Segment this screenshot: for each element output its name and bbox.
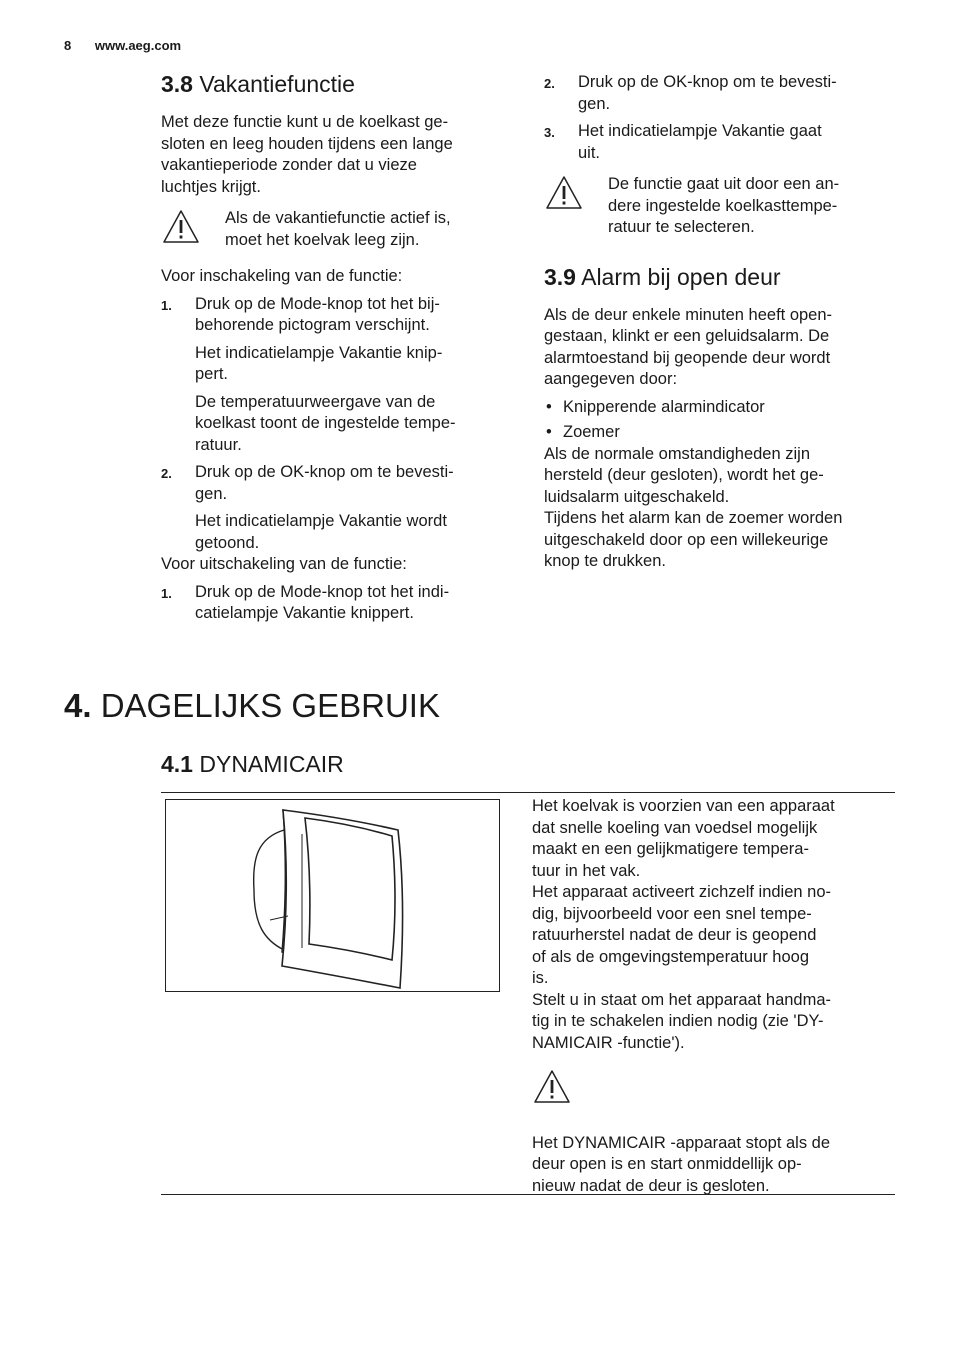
- page-number: 8: [64, 38, 72, 53]
- step-number: 1.: [161, 585, 172, 601]
- text-line: uit.: [578, 143, 601, 162]
- text-line: is.: [532, 969, 549, 987]
- section-title-text: Vakantiefunctie: [199, 71, 355, 97]
- enable-label: Voor inschakeling van de functie:: [161, 267, 403, 285]
- section-4-1-heading: [161, 750, 344, 778]
- text-line: luidsalarm uitgeschakeld.: [544, 487, 730, 506]
- text-line: sloten en leeg houden tijdens een lange: [161, 134, 453, 153]
- bullet-text: Zoemer: [563, 423, 620, 441]
- text-line: Het DYNAMICAIR -apparaat stopt als de: [532, 1133, 831, 1152]
- text-line: Druk op de Mode-knop tot het indi-: [195, 582, 450, 601]
- text-line: ratuurherstel nadat de deur is geopend: [532, 926, 817, 944]
- step-note: [195, 511, 511, 554]
- text-line: De functie gaat uit door een an-: [608, 175, 840, 193]
- text-line: Druk op de OK-knop om te bevesti-: [578, 73, 837, 91]
- chapter-number: 4.: [64, 687, 92, 724]
- text-line: dere ingestelde koelkasttempe-: [608, 196, 838, 215]
- warning-triangle-icon: [544, 174, 584, 212]
- section-number: 3.8: [161, 71, 193, 97]
- text-line: of als de omgevingstemperatuur hoog: [532, 947, 810, 966]
- text-line: Als de normale omstandigheden zijn: [544, 444, 810, 463]
- text-line: luchtjes krijgt.: [161, 177, 261, 196]
- section-title-text: DYNAMICAIR: [199, 751, 344, 777]
- bullet: •: [546, 423, 552, 441]
- divider-top: [161, 792, 895, 793]
- text-line: behorende pictogram verschijnt.: [195, 316, 430, 334]
- text-line: De temperatuurweergave van de: [195, 392, 436, 411]
- text-line: gen.: [195, 484, 228, 503]
- site-url: www.aeg.com: [94, 38, 182, 53]
- text-line: tuur in het vak.: [532, 861, 641, 880]
- text-line: Stelt u in staat om het apparaat handma-: [532, 990, 832, 1009]
- warning-triangle-icon: [532, 1068, 572, 1106]
- list-item: [161, 462, 511, 554]
- dynamicair-fan-cover-icon: [166, 800, 499, 991]
- text-line: gestaan, klinkt er een geluidsalarm. De: [544, 327, 830, 345]
- text-line: Het koelvak is voorzien van een apparaat: [532, 797, 835, 815]
- text-line: aangegeven door:: [544, 370, 678, 388]
- divider-bottom: [161, 1194, 895, 1195]
- intro-paragraph: [544, 305, 896, 391]
- text-line: tig in te schakelen indien nodig (zie 'DY-: [532, 1012, 824, 1030]
- text-line: Met deze functie kunt u de koelkast ge-: [161, 113, 449, 131]
- text-line: vakantieperiode zonder dat u vieze: [161, 156, 417, 174]
- list-item: [544, 121, 896, 164]
- bullet: •: [546, 397, 552, 416]
- warning-text: [532, 1133, 896, 1198]
- list-item: [161, 294, 511, 457]
- step-note: [195, 343, 511, 386]
- text-line: Als de vakantiefunctie actief is,: [225, 209, 451, 227]
- list-item: [544, 72, 896, 115]
- text-line: pert.: [195, 365, 229, 383]
- text-line: moet het koelvak leeg zijn.: [225, 230, 420, 249]
- paragraph: [532, 882, 896, 990]
- section-title: [544, 263, 896, 291]
- section-number: 4.1: [161, 751, 193, 777]
- text-line: dat snelle koeling van voedsel mogelijk: [532, 818, 818, 837]
- step-number: 3.: [544, 125, 555, 140]
- paragraph: [544, 444, 896, 509]
- text-line: catielampje Vakantie knippert.: [195, 604, 414, 622]
- text-line: nieuw nadat de deur is gesloten.: [532, 1176, 770, 1195]
- section-title-text: Alarm bij open deur: [581, 263, 781, 290]
- text-line: Het indicatielampje Vakantie knip-: [195, 343, 443, 362]
- bullet-item: [544, 397, 896, 419]
- dynamicair-figure: [165, 799, 500, 992]
- text-line: Tijdens het alarm kan de zoemer worden: [544, 509, 843, 527]
- step-number: 2.: [161, 466, 172, 481]
- text-line: dig, bijvoorbeeld voor een snel tempe-: [532, 904, 812, 923]
- section-number: 3.9: [544, 263, 576, 290]
- section-3-8: [161, 70, 511, 625]
- text-line: Druk op de OK-knop om te bevesti-: [195, 463, 454, 481]
- text-line: NAMICAIR -functie').: [532, 1033, 685, 1052]
- bullet-item: [544, 422, 896, 444]
- paragraph: [532, 796, 896, 882]
- page-header: [64, 38, 181, 53]
- right-column: [544, 72, 896, 573]
- warning-triangle-icon: [161, 208, 201, 246]
- warning-note: [161, 208, 511, 252]
- chapter-title: [64, 686, 440, 726]
- text-line: ratuur te selecteren.: [608, 218, 755, 236]
- text-line: Het indicatielampje Vakantie wordt: [195, 512, 447, 530]
- step-number: 2.: [544, 76, 555, 91]
- text-line: knop te drukken.: [544, 552, 666, 570]
- text-line: ratuur.: [195, 435, 242, 454]
- text-line: maakt en een gelijkmatigere tempera-: [532, 840, 809, 858]
- paragraph: [544, 508, 896, 573]
- text-line: Als de deur enkele minuten heeft open-: [544, 305, 833, 324]
- chapter-title-text: DAGELIJKS GEBRUIK: [100, 687, 440, 724]
- text-line: hersteld (deur gesloten), wordt het ge-: [544, 466, 824, 484]
- list-item: [161, 582, 511, 625]
- section-title: [161, 70, 511, 98]
- warning-note: [544, 174, 896, 239]
- section-4-1-text: [532, 796, 896, 1197]
- text-line: gen.: [578, 94, 611, 113]
- text-line: Druk op de Mode-knop tot het bij-: [195, 294, 440, 313]
- text-line: Het apparaat activeert zichzelf indien no-: [532, 883, 831, 901]
- text-line: uitgeschakeld door op een willekeurige: [544, 530, 829, 549]
- text-line: alarmtoestand bij geopende deur wordt: [544, 348, 831, 367]
- intro-paragraph: [161, 112, 511, 198]
- text-line: deur open is en start onmiddellijk op-: [532, 1155, 802, 1173]
- text-line: getoond.: [195, 533, 260, 552]
- text-line: koelkast toont de ingestelde tempe-: [195, 414, 456, 432]
- disable-label: Voor uitschakeling van de functie:: [161, 555, 407, 573]
- step-number: 1.: [161, 297, 172, 313]
- paragraph: [532, 990, 896, 1055]
- text-line: Het indicatielampje Vakantie gaat: [578, 122, 822, 140]
- bullet-text: Knipperende alarmindicator: [563, 397, 765, 416]
- step-note: [195, 392, 511, 457]
